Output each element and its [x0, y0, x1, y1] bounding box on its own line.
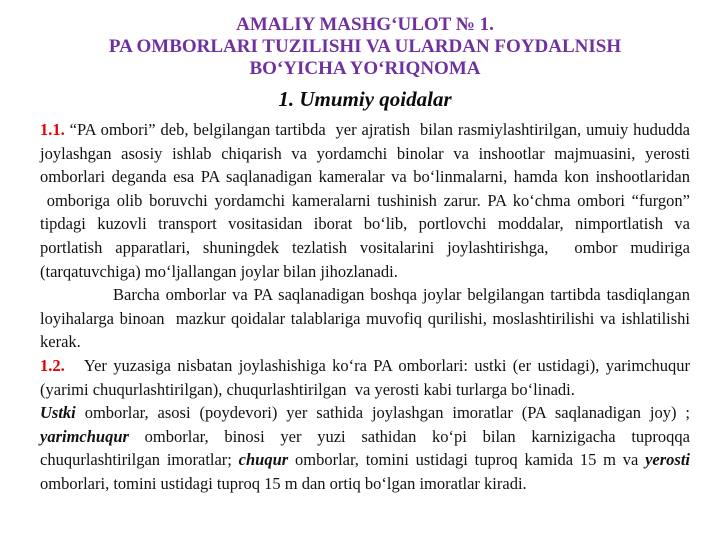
- paragraph-ombor-turlari-text-1: omborlar, asosi (poydevori) yer sathida joylashgan imoratlar (PA saqlanadigan joy) ;: [75, 403, 690, 423]
- term-yerosti: yerosti: [645, 450, 690, 470]
- title-line-2: PA OMBORLARI TUZILISHI VA ULARDAN FOYDALNISH: [108, 36, 622, 57]
- clause-number-1-1: 1.1.: [40, 120, 65, 139]
- paragraph-ombor-turlari-text-2: omborlar, binosi yer yuzi sathidan ko‘pi bilan karnizigacha tuproqqa chuqurlashtirilgan imoratlar;: [40, 426, 690, 470]
- title-line-1: AMALIY MASHG‘ULOT № 1.: [236, 14, 494, 35]
- clause-number-1-2: 1.2.: [40, 355, 65, 375]
- title-line-3: BO‘YICHA YO‘RIQNOMA: [249, 58, 481, 79]
- term-ustki: Ustki: [40, 403, 76, 423]
- term-yarimchuqur: yarimchuqur: [40, 426, 129, 446]
- paragraph-ombor-turlari-text-3: omborlar, tomini ustidagi tuproq kamida 15 m va: [288, 450, 646, 470]
- document-title: [40, 14, 690, 80]
- paragraph-1-1: [40, 118, 690, 283]
- paragraph-1-2-text: Yer yuzasiga nisbatan joylashishiga ko‘ra PA omborlari: ustki (er ustidagi), yarimchuqur (yarimi chuqurlashtirilgan), chuqurlashtirilgan va yerosti kabi turlarga bo‘linadi.: [40, 355, 690, 399]
- paragraph-1-2: [40, 354, 690, 401]
- paragraph-ombor-turlari-text-4: omborlari, tomini ustidagi tuproq 15 m dan ortiq bo‘lgan imoratlar kiradi.: [40, 473, 527, 493]
- paragraph-barcha: Barcha omborlar va PA saqlanadigan boshqa joylar belgilangan tartibda tasdiqlangan loyihalarga binoan mazkur qoidalar talablariga muvofiq qurilishi, moslashtirilishi va ishlatilishi kerak.: [40, 285, 690, 352]
- paragraph-1-1-text: “PA ombori” deb, belgilangan tartibda yer ajratish bilan rasmiylashtirilgan, umuiy hududda joylashgan asosiy ishlab chiqarish va yordamchi binolar va inshootlar majmuasini, yerosti omborlari deganda esa PA saqlanadigan kameralar va bo‘linmalarni, hamda kon inshootlaridan omboriga olib boruvchi yordamchi kameralarni tushinish zarur. PA ko‘chma ombori “furgon” tipdagi kuzovli transport vositasidan iborat bo‘lib, portlovchi moddalar, nimportlatish va portlatish apparatlari, shuningdek tezlatish vositalarini joylashtirishga, ombor mudiriga (tarqatuvchiga) mo‘ljallangan joylar bilan jihozlanadi.: [40, 120, 690, 281]
- term-chuqur: chuqur: [238, 450, 289, 470]
- section-heading: 1. Umumiy qoidalar: [278, 87, 452, 111]
- paragraph-ombor-turlari: [40, 401, 690, 495]
